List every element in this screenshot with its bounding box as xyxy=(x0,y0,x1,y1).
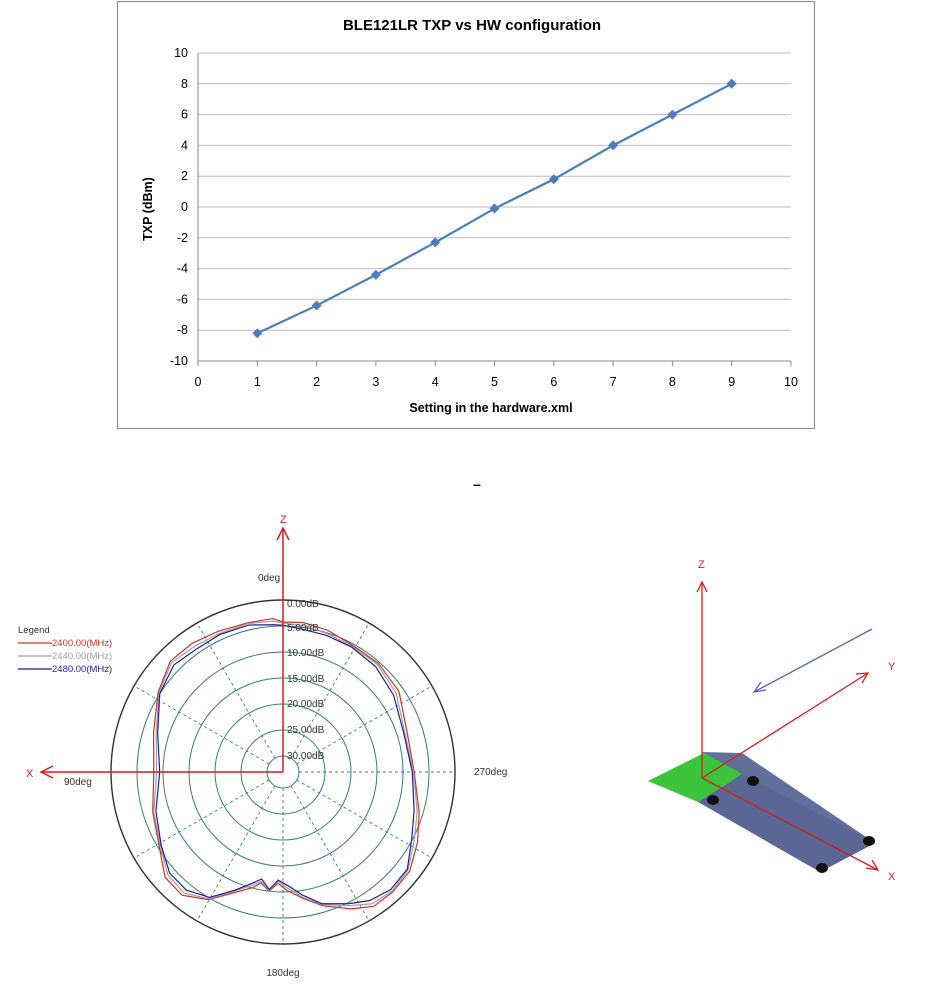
data-point-marker xyxy=(430,237,440,247)
y-tick-label: 0 xyxy=(181,200,188,214)
ring-label-15: 15.00dB xyxy=(287,674,325,685)
polar-x-label: X xyxy=(26,768,34,780)
data-point-marker xyxy=(312,301,322,311)
mount-hole-icon xyxy=(863,836,875,846)
data-point-marker xyxy=(371,270,381,280)
y-tick-label: -4 xyxy=(176,261,188,276)
x-tick-label: 0 xyxy=(194,375,202,389)
data-point-marker xyxy=(727,79,737,89)
x-tick-label: 7 xyxy=(609,375,617,389)
angle-label-270: 270deg xyxy=(474,767,508,778)
line-chart xyxy=(118,2,816,430)
y-tick-label: 6 xyxy=(181,107,188,122)
ring-label-5: 5.00dB xyxy=(287,623,319,634)
ring-label-0: 0.00dB xyxy=(287,599,319,610)
legend-item-2440: 2440.00(MHz) xyxy=(52,651,113,662)
data-point-marker xyxy=(608,140,618,150)
data-point-marker xyxy=(667,110,677,120)
polar-radiation-plot xyxy=(0,500,600,980)
chart-title: BLE121LR TXP vs HW configuration xyxy=(342,17,602,34)
line-chart-frame xyxy=(117,1,815,429)
angle-label-0: 0deg xyxy=(258,573,281,584)
mount-hole-icon xyxy=(816,863,828,873)
x-tick-label: 6 xyxy=(550,375,558,389)
diagram-x-label: X xyxy=(888,871,896,883)
antenna-orientation-diagram xyxy=(640,540,920,900)
legend-item-2400: 2400.00(MHz) xyxy=(52,638,113,649)
mount-hole-icon xyxy=(707,795,719,805)
diagram-y-axis-arrow xyxy=(702,673,868,778)
y-tick-label: 10 xyxy=(174,46,188,60)
y-tick-label: -10 xyxy=(169,354,188,368)
ring-label-10: 10.00dB xyxy=(287,648,325,659)
radiation-pattern-curve xyxy=(156,625,414,904)
x-tick-label: 3 xyxy=(372,375,380,389)
y-tick-label: 8 xyxy=(181,76,188,91)
polar-z-label: Z xyxy=(280,514,287,526)
y-tick-label: 4 xyxy=(181,138,188,153)
x-tick-label: 9 xyxy=(728,375,736,389)
x-tick-label: 1 xyxy=(253,375,261,389)
x-tick-label: 5 xyxy=(491,375,498,389)
measurement-direction-arrow xyxy=(754,629,872,692)
x-tick-label: 2 xyxy=(313,375,321,389)
diagram-y-label: Y xyxy=(888,661,896,673)
x-axis-label: Setting in the hardware.xml xyxy=(409,401,573,415)
ring-label-30: 30.00dB xyxy=(287,751,325,762)
radiation-pattern-curve xyxy=(154,621,417,906)
y-axis-label: TXP (dBm) xyxy=(141,177,155,241)
legend-title: Legend xyxy=(18,625,50,636)
y-tick-label: -6 xyxy=(176,292,188,307)
mount-hole-icon xyxy=(747,776,759,786)
y-tick-label: -8 xyxy=(176,323,188,338)
ring-label-25: 25.00dB xyxy=(287,725,325,736)
data-point-marker xyxy=(490,204,500,214)
ring-label-20: 20.00dB xyxy=(287,699,325,710)
x-tick-label: 10 xyxy=(784,375,798,389)
y-tick-label: 2 xyxy=(181,169,188,184)
y-tick-label: -2 xyxy=(176,230,188,245)
legend-item-2480: 2480.00(MHz) xyxy=(52,664,113,675)
angle-label-90: 90deg xyxy=(64,777,92,788)
angle-label-180: 180deg xyxy=(266,968,300,979)
x-tick-label: 4 xyxy=(431,375,439,389)
separator-mark: – xyxy=(473,476,481,492)
x-tick-label: 8 xyxy=(668,375,676,389)
diagram-z-label: Z xyxy=(698,559,705,571)
